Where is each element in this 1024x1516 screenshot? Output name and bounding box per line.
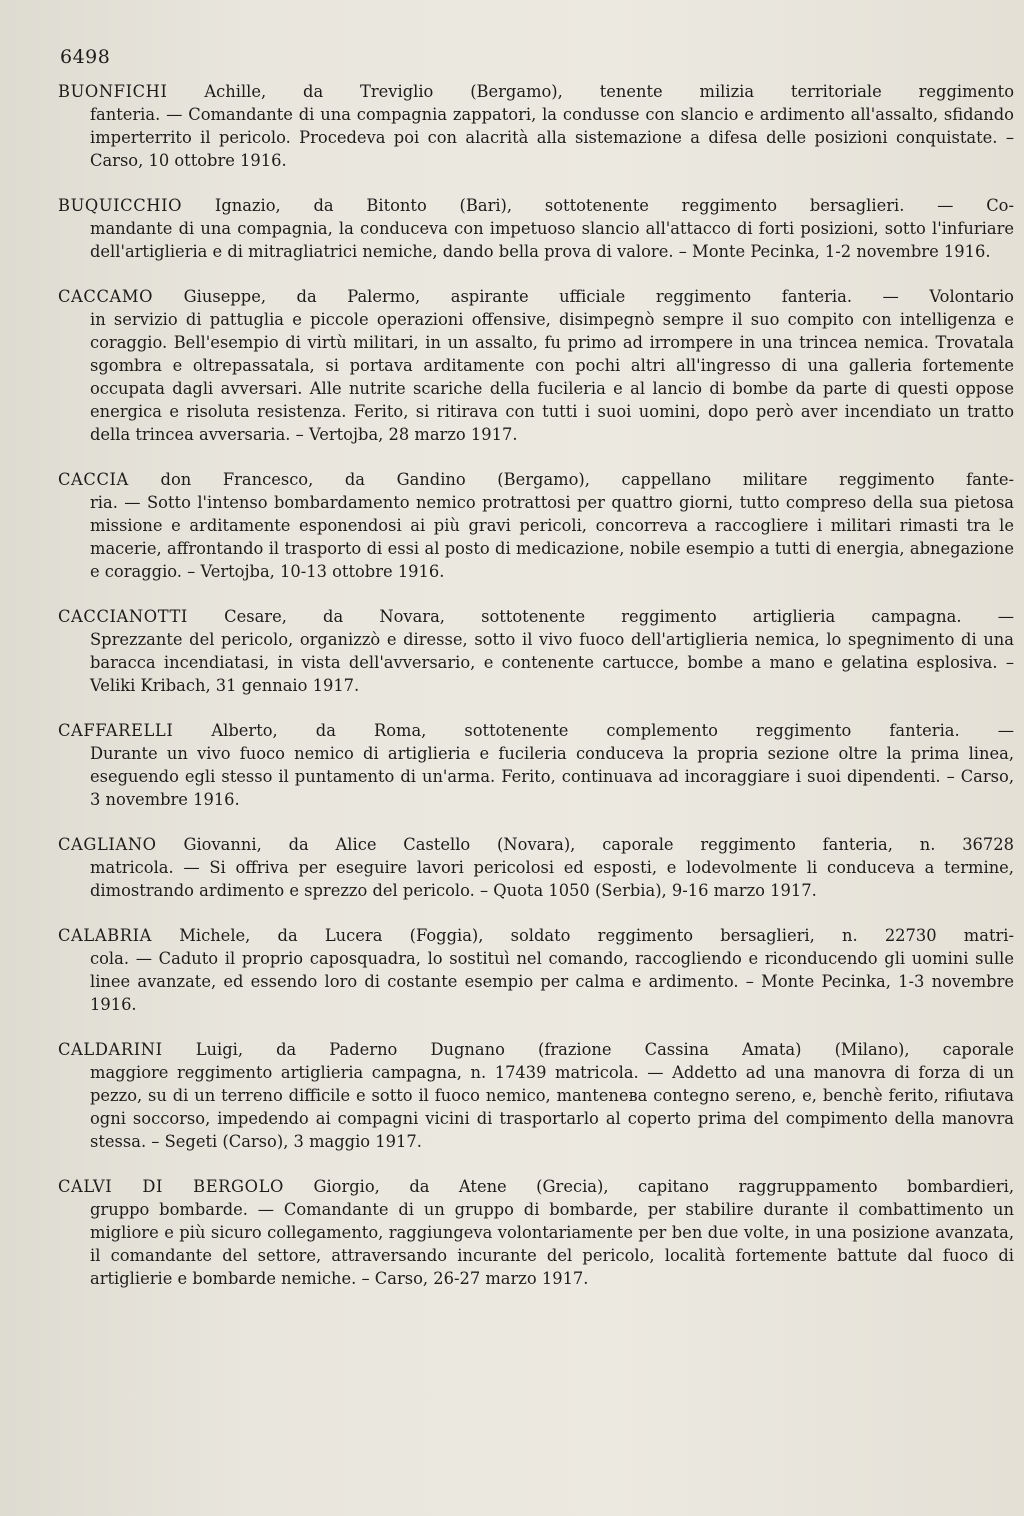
entry-first-line [58, 719, 1014, 742]
entries-list [58, 80, 1014, 1290]
entry-first-line [58, 605, 1014, 628]
list-item [58, 1038, 1014, 1153]
entry-name: BUQUICCHIO [58, 196, 183, 215]
entry-first-line [58, 285, 1014, 308]
entry-body: matricola. — Si offriva per eseguire lavori pericolosi ed esposti, e lodevolmente li conduceva a termine, dimostrando ardimento e sprezzo del pericolo. – Quota 1050 (Serbia), 9-16 marzo 1917. [90, 858, 1014, 900]
entry-name: CACCIA [58, 470, 129, 489]
list-item [58, 285, 1014, 446]
list-item [58, 80, 1014, 172]
entry-first-line-text: don Francesco, da Gandino (Bergamo), cappellano militare reggimento fante- [160, 470, 1014, 489]
entry-name: CALVI DI BERGOLO [58, 1177, 284, 1196]
entry-name: CAFFARELLI [58, 721, 174, 740]
entry-body: Sprezzante del pericolo, organizzò e diresse, sotto il vivo fuoco dell'artiglieria nemica, lo spegnimento di una baracca incendiatasi, in vista dell'avversario, e contenente cartucce, bombe a mano e gelatina esplosiva. – Veliki Kribach, 31 gennaio 1917. [90, 630, 1014, 695]
entry-body: in servizio di pattuglia e piccole operazioni offensive, disimpegnò sempre il suo compito con intelligenza e coraggio. Bell'esempio di virtù militari, in un assalto, fu primo ad irrompere in una trincea nemica. Trovatala sgombra e oltrepassatala, si portava arditamente con pochi altri all'ingresso di una galleria fortemente occupata dagli avversari. Alle nutrite scariche della fucileria e al lancio di bombe da parte di questi oppose energica e risoluta resistenza. Ferito, si ritirava con tutti i suoi uomini, dopo però aver incendiato un tratto della trincea avversaria. – Vertojba, 28 marzo 1917. [90, 310, 1014, 444]
entry-first-line-text: Luigi, da Paderno Dugnano (frazione Cassina Amata) (Milano), caporale [195, 1040, 1014, 1059]
entry-name: CAGLIANO [58, 835, 157, 854]
list-item [58, 833, 1014, 902]
entry-body: maggiore reggimento artiglieria campagna, n. 17439 matricola. — Addetto ad una manovra di forza di un pezzo, su di un terreno difficile e sotto il fuoco nemico, mantenева contegno sereno, e, benchè ferito, rifiutava ogni soccorso, impedendo ai compagni vicini di trasportarlo al coperto prima del compimento della manovra stessa. – Segeti (Carso), 3 maggio 1917. [90, 1063, 1014, 1151]
entry-first-line-text: Giorgio, da Atene (Grecia), capitano raggruppamento bombardieri, [313, 1177, 1014, 1196]
list-item [58, 719, 1014, 811]
entry-first-line-text: Giuseppe, da Palermo, aspirante ufficiale reggimento fanteria. — Volontario [183, 287, 1014, 306]
entry-body: fanteria. — Comandante di una compagnia zappatori, la condusse con slancio e ardimento all'assalto, sfidando imperterrito il pericolo. Procedeva poi con alacrità alla sistemazione a difesa delle posizioni conquistate. – Carso, 10 ottobre 1916. [90, 105, 1014, 170]
entry-first-line-text: Achille, da Treviglio (Bergamo), tenente milizia territoriale reggimento [204, 82, 1015, 101]
entry-first-line [58, 194, 1014, 217]
entry-first-line-text: Giovanni, da Alice Castello (Novara), caporale reggimento fanteria, n. 36728 [183, 835, 1014, 854]
list-item [58, 468, 1014, 583]
page-number: 6498 [60, 46, 111, 68]
entry-first-line [58, 80, 1014, 103]
entry-first-line-text: Michele, da Lucera (Foggia), soldato reggimento bersaglieri, n. 22730 matri- [179, 926, 1014, 945]
entry-body: cola. — Caduto il proprio caposquadra, lo sostituì nel comando, raccogliendo e riconducendo gli uomini sulle linee avanzate, ed essendo loro di costante esempio per calma e ardimento. – Monte Pecinka, 1-3 novembre 1916. [90, 949, 1014, 1014]
list-item [58, 194, 1014, 263]
entry-first-line [58, 924, 1014, 947]
entry-name: CACCAMO [58, 287, 154, 306]
entry-first-line [58, 468, 1014, 491]
entry-name: CACCIANOTTI [58, 607, 188, 626]
entry-first-line-text: Cesare, da Novara, sottotenente reggimento artiglieria campagna. — [224, 607, 1014, 626]
entry-name: CALDARINI [58, 1040, 163, 1059]
entry-first-line [58, 833, 1014, 856]
list-item [58, 605, 1014, 697]
entry-name: CALABRIA [58, 926, 152, 945]
list-item [58, 1175, 1014, 1290]
list-item [58, 924, 1014, 1016]
entry-first-line-text: Alberto, da Roma, sottotenente complemento reggimento fanteria. — [211, 721, 1014, 740]
entry-body: ria. — Sotto l'intenso bombardamento nemico protrattosi per quattro giorni, tutto compreso della sua pietosa missione e arditamente esponendosi ai più gravi pericoli, concorreva a raccogliere i militari rimasti tra le macerie, affrontando il trasporto di essi al posto di medicazione, nobile esempio a tutti di energia, abnegazione e coraggio. – Vertojba, 10-13 ottobre 1916. [90, 493, 1014, 581]
entry-body: Durante un vivo fuoco nemico di artiglieria e fucileria conduceva la propria sezione oltre la prima linea, eseguendo egli stesso il puntamento di un'arma. Ferito, continuava ad incoraggiare i suoi dipendenti. – Carso, 3 novembre 1916. [90, 744, 1014, 809]
entry-body: mandante di una compagnia, la conduceva con impetuoso slancio all'attacco di forti posizioni, sotto l'infuriare dell'artiglieria e di mitragliatrici nemiche, dando bella prova di valore. – Monte Pecinka, 1-2 novembre 1916. [90, 219, 1014, 261]
entry-first-line [58, 1038, 1014, 1061]
entry-body: gruppo bombarde. — Comandante di un gruppo di bombarde, per stabilire durante il combattimento un migliore e più sicuro collegamento, raggiungeva volontariamente per ben due volte, in una posizione avanzata, il comandante del settore, attraversando incurante del pericolo, località fortemente battute dal fuoco di artiglierie e bombarde nemiche. – Carso, 26-27 marzo 1917. [90, 1200, 1014, 1288]
entry-name: BUONFICHI [58, 82, 168, 101]
entry-first-line-text: Ignazio, da Bitonto (Bari), sottotenente reggimento bersaglieri. — Co- [214, 196, 1014, 215]
entry-first-line [58, 1175, 1014, 1198]
